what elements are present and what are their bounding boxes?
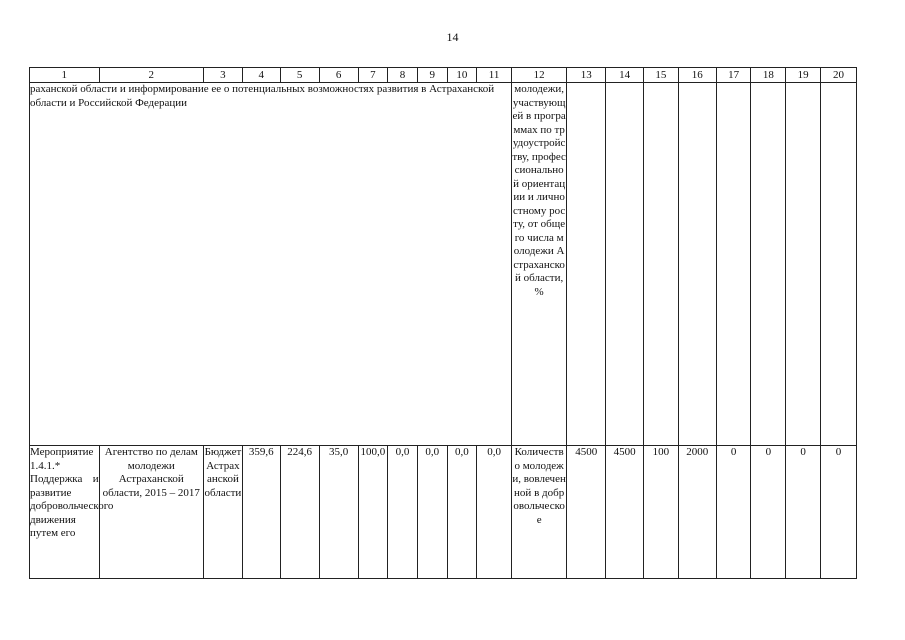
column-number: 3 <box>203 68 242 83</box>
target-cell: 4500 <box>567 446 606 579</box>
intro-row <box>30 83 857 446</box>
column-number: 4 <box>242 68 280 83</box>
column-number: 10 <box>447 68 477 83</box>
value-cell: 359,6 <box>242 446 280 579</box>
indicator-text: Количество молодежи, вовлеченной в добровольческое <box>512 446 567 579</box>
column-number: 12 <box>512 68 567 83</box>
empty-cell <box>678 83 716 446</box>
target-cell: 0 <box>751 446 786 579</box>
empty-cell <box>567 83 606 446</box>
empty-cell <box>821 83 857 446</box>
column-number: 7 <box>358 68 388 83</box>
empty-cell <box>644 83 679 446</box>
column-number: 5 <box>280 68 319 83</box>
column-number: 6 <box>319 68 358 83</box>
column-number: 18 <box>751 68 786 83</box>
empty-cell <box>606 83 644 446</box>
funding-source: Бюджет Астраханской области <box>203 446 242 579</box>
value-cell: 100,0 <box>358 446 388 579</box>
value-cell: 0,0 <box>388 446 418 579</box>
executor: Агентство по делам молодежи Астраханской области, 2015 – 2017 <box>99 446 203 579</box>
target-cell: 100 <box>644 446 679 579</box>
column-number: 11 <box>477 68 512 83</box>
column-number: 13 <box>567 68 606 83</box>
value-cell: 35,0 <box>319 446 358 579</box>
column-number: 16 <box>678 68 716 83</box>
value-cell: 0,0 <box>477 446 512 579</box>
page-number: 14 <box>446 30 459 44</box>
target-cell: 0 <box>716 446 751 579</box>
target-cell: 0 <box>821 446 857 579</box>
column-number: 19 <box>786 68 821 83</box>
column-number: 15 <box>644 68 679 83</box>
value-cell: 224,6 <box>280 446 319 579</box>
target-cell: 2000 <box>678 446 716 579</box>
value-cell: 0,0 <box>447 446 477 579</box>
column-numbers-row <box>30 68 857 83</box>
intro-text: раханской области и информирование ее о потенциальных возможностях развития в Астраханской области и Российской Федерации <box>30 83 512 446</box>
empty-cell <box>751 83 786 446</box>
column-number: 1 <box>30 68 100 83</box>
measure-row <box>30 446 857 579</box>
column-number: 20 <box>821 68 857 83</box>
indicator-text: молодежи, участвующей в программах по трудоустройству, профессиональной ориентации и личностному росту, от общего числа молодежи Астраханской области, % <box>512 83 567 446</box>
column-number: 2 <box>99 68 203 83</box>
measure-name: Мероприятие 1.4.1.* Поддержка и развитие добровольческого движения путем его <box>30 446 100 579</box>
empty-cell <box>786 83 821 446</box>
column-number: 17 <box>716 68 751 83</box>
target-cell: 0 <box>786 446 821 579</box>
column-number: 8 <box>388 68 418 83</box>
target-cell: 4500 <box>606 446 644 579</box>
value-cell: 0,0 <box>417 446 447 579</box>
column-number: 14 <box>606 68 644 83</box>
empty-cell <box>716 83 751 446</box>
program-table <box>29 67 857 579</box>
column-number: 9 <box>417 68 447 83</box>
